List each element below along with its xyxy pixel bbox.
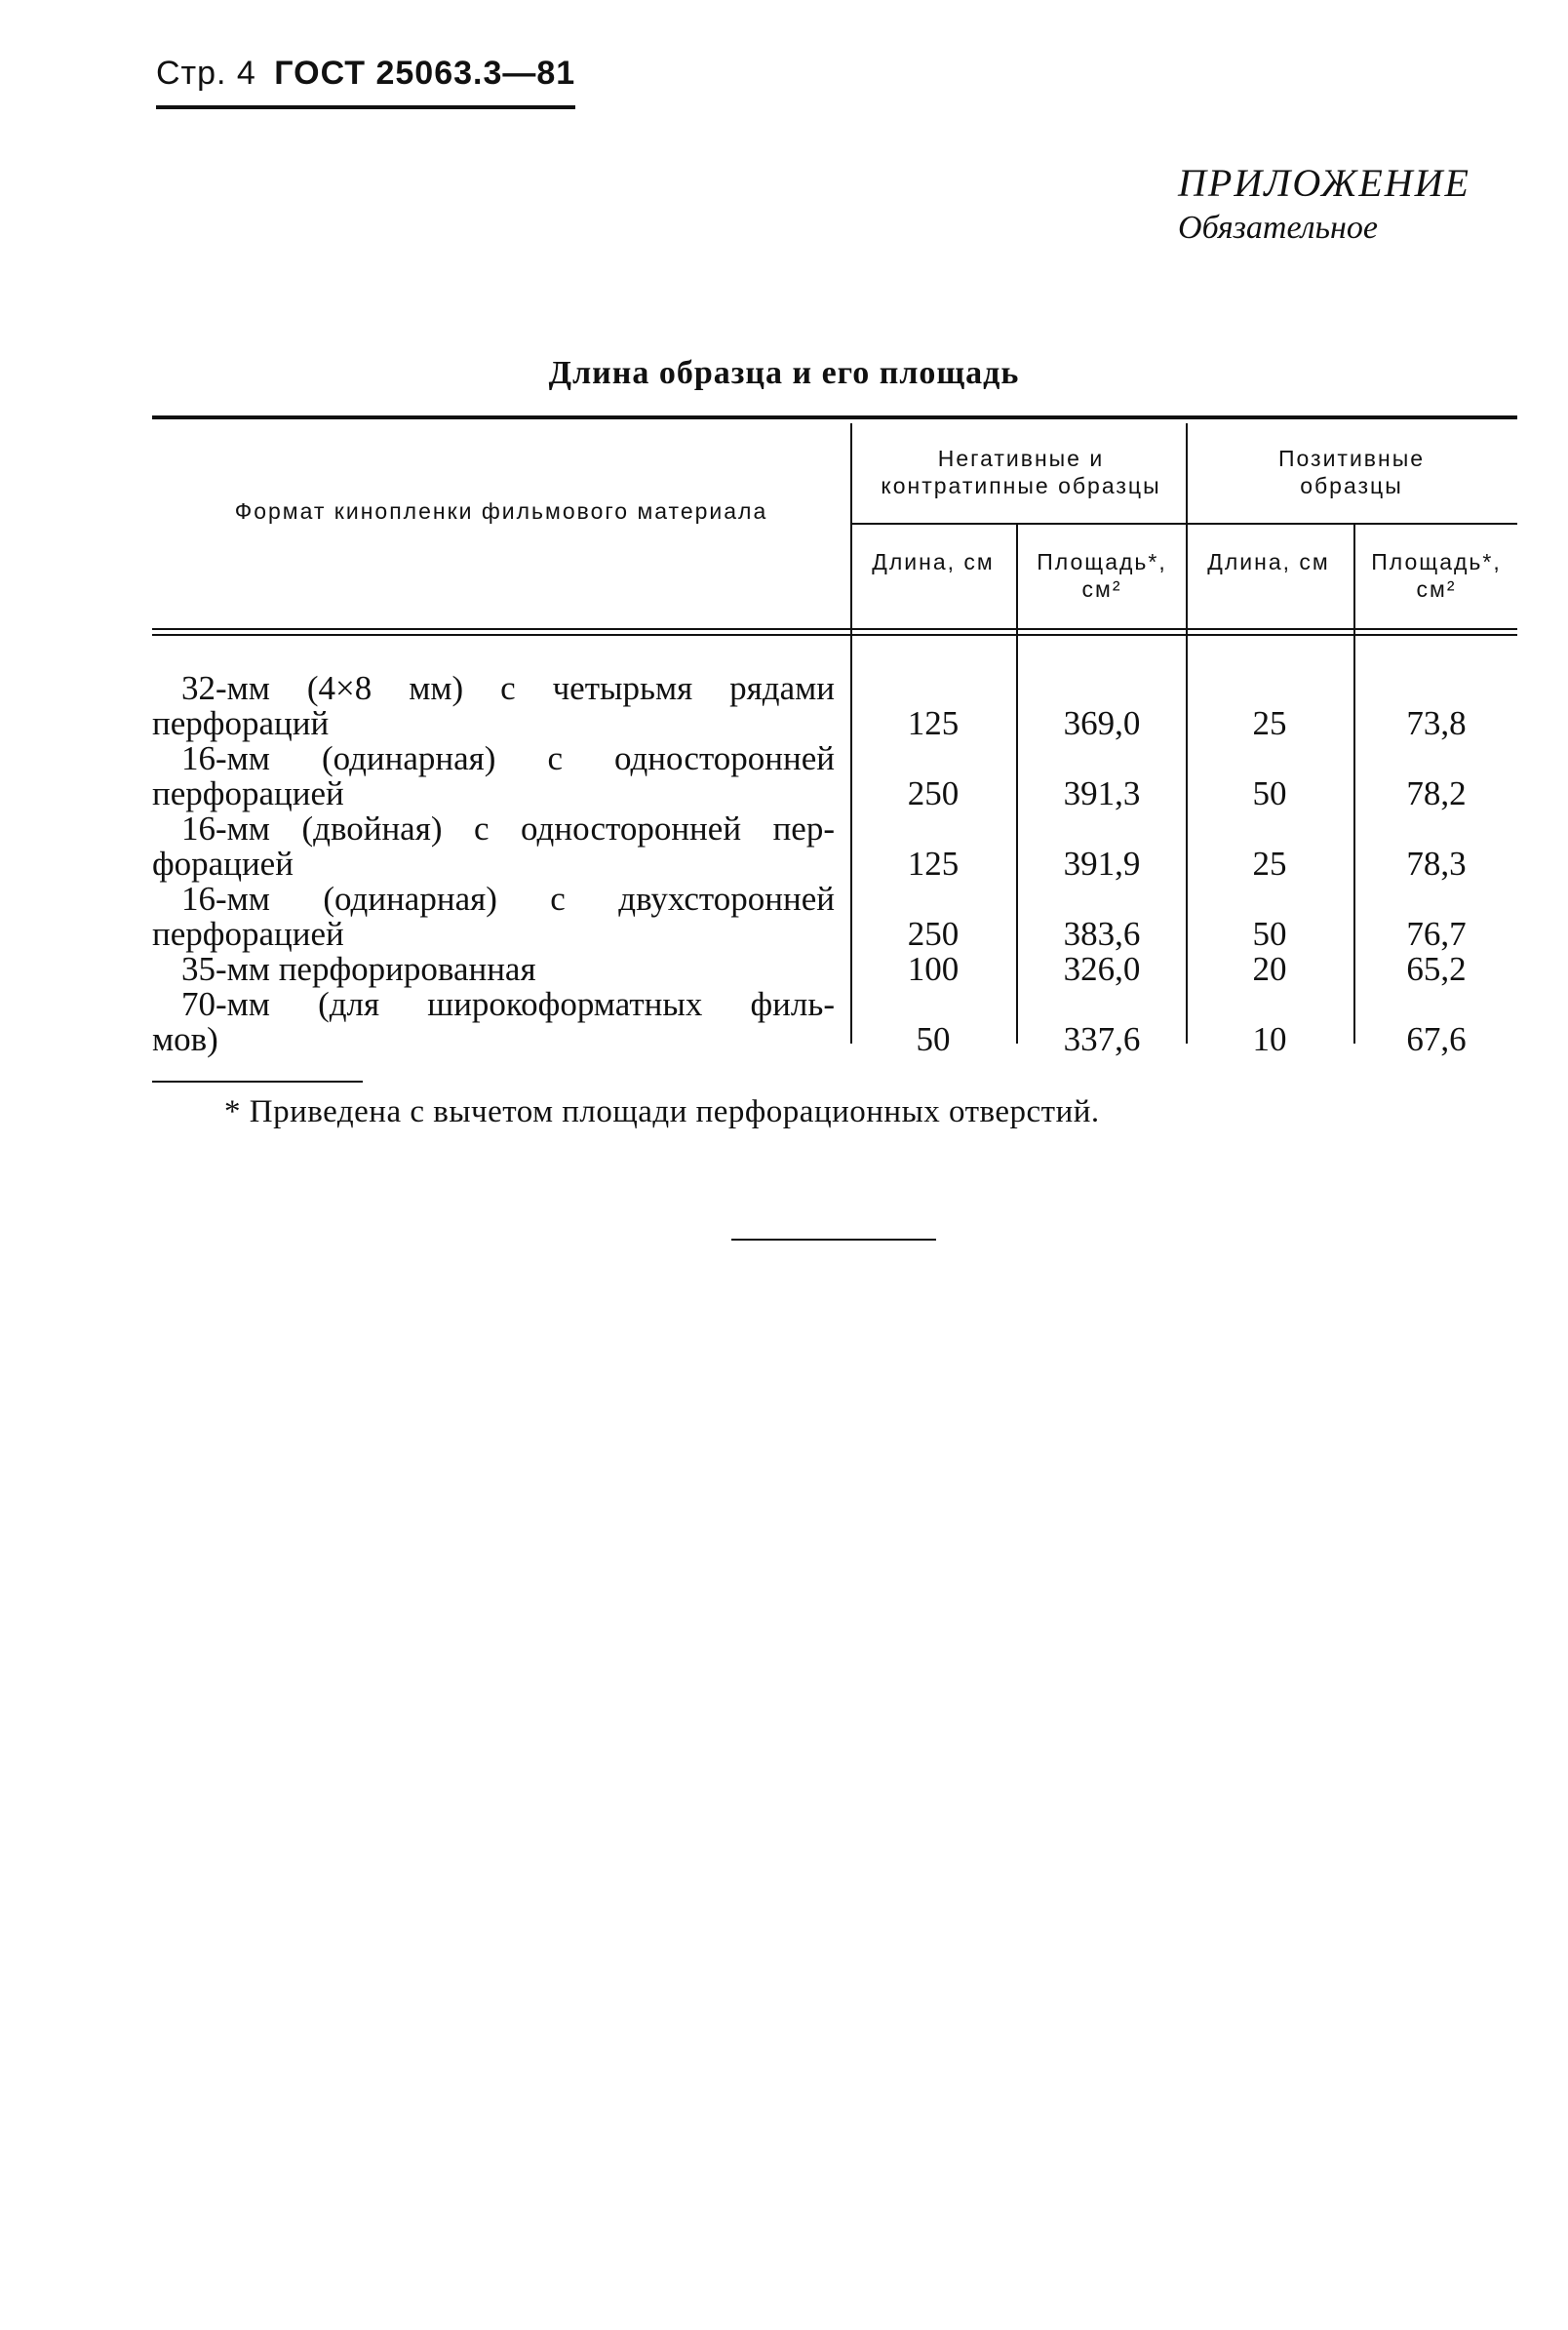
cell-neg-length: 100: [907, 950, 960, 988]
cell-neg-area: 369,0: [1063, 704, 1141, 742]
cell-pos-area: 67,6: [1406, 1020, 1467, 1058]
cell-neg-area: 391,3: [1063, 774, 1141, 812]
standard-number: ГОСТ 25063.3—81: [274, 55, 576, 92]
cell-pos-length: 10: [1252, 1020, 1287, 1058]
header-pos-area: Площадь*, см²: [1371, 549, 1502, 602]
end-rule: [731, 1239, 936, 1241]
page-header: [156, 55, 575, 93]
cell-pos-area: 78,3: [1406, 845, 1467, 883]
table-top-rule: [152, 415, 1517, 419]
row-format: 35-мм перфорированная: [181, 950, 536, 988]
cell-neg-area: 391,9: [1063, 845, 1141, 883]
cell-pos-length: 50: [1252, 915, 1287, 953]
cell-neg-length: 125: [907, 704, 960, 742]
cell-pos-area: 73,8: [1406, 704, 1467, 742]
page-number: Стр. 4: [156, 55, 256, 92]
header-bottom-rule-2: [152, 634, 1517, 636]
table-title: Длина образца и его площадь: [548, 355, 1020, 391]
cell-pos-area: 76,7: [1406, 915, 1467, 953]
cell-pos-area: 78,2: [1406, 774, 1467, 812]
appendix-title: ПРИЛОЖЕНИЕ: [1178, 161, 1470, 205]
header-neg-length: Длина, см: [872, 549, 995, 574]
cell-pos-length: 25: [1252, 704, 1287, 742]
header-sub-rule: [852, 523, 1517, 525]
header-bottom-rule-1: [152, 628, 1517, 630]
cell-neg-length: 250: [907, 774, 960, 812]
footnote-rule: [152, 1081, 363, 1083]
cell-neg-length: 250: [907, 915, 960, 953]
cell-neg-length: 125: [907, 845, 960, 883]
cell-neg-area: 383,6: [1063, 915, 1141, 953]
cell-pos-length: 20: [1252, 950, 1287, 988]
cell-pos-length: 50: [1252, 774, 1287, 812]
header-negative: Негативные и контратипные образцы: [881, 446, 1161, 498]
appendix-label: [1178, 160, 1470, 247]
header-format: Формат кинопленки фильмового материала: [234, 498, 768, 524]
footnote: * Приведена с вычетом площади перфорационных отверстий.: [224, 1094, 1100, 1129]
cell-pos-length: 25: [1252, 845, 1287, 883]
header-rule: [156, 105, 575, 109]
header-pos-length: Длина, см: [1207, 549, 1330, 574]
row-format: 16-мм (одинарная) с односторонней перфорацией: [152, 739, 835, 812]
row-format: 16-мм (одинарная) с двухсторонней перфорацией: [152, 880, 835, 953]
header-neg-area: Площадь*, см²: [1037, 549, 1167, 602]
header-positive: Позитивные образцы: [1277, 446, 1426, 498]
cell-pos-area: 65,2: [1406, 950, 1467, 988]
row-format: 32-мм (4×8 мм) с четырьмя рядами перфораций: [152, 669, 835, 742]
cell-neg-length: 50: [916, 1020, 951, 1058]
row-format: 70-мм (для широкоформатных филь- мов): [152, 985, 835, 1058]
cell-neg-area: 337,6: [1063, 1020, 1141, 1058]
appendix-subtitle: Обязательное: [1178, 210, 1378, 246]
row-format: 16-мм (двойная) с односторонней пер- форацией: [152, 810, 835, 883]
cell-neg-area: 326,0: [1063, 950, 1141, 988]
